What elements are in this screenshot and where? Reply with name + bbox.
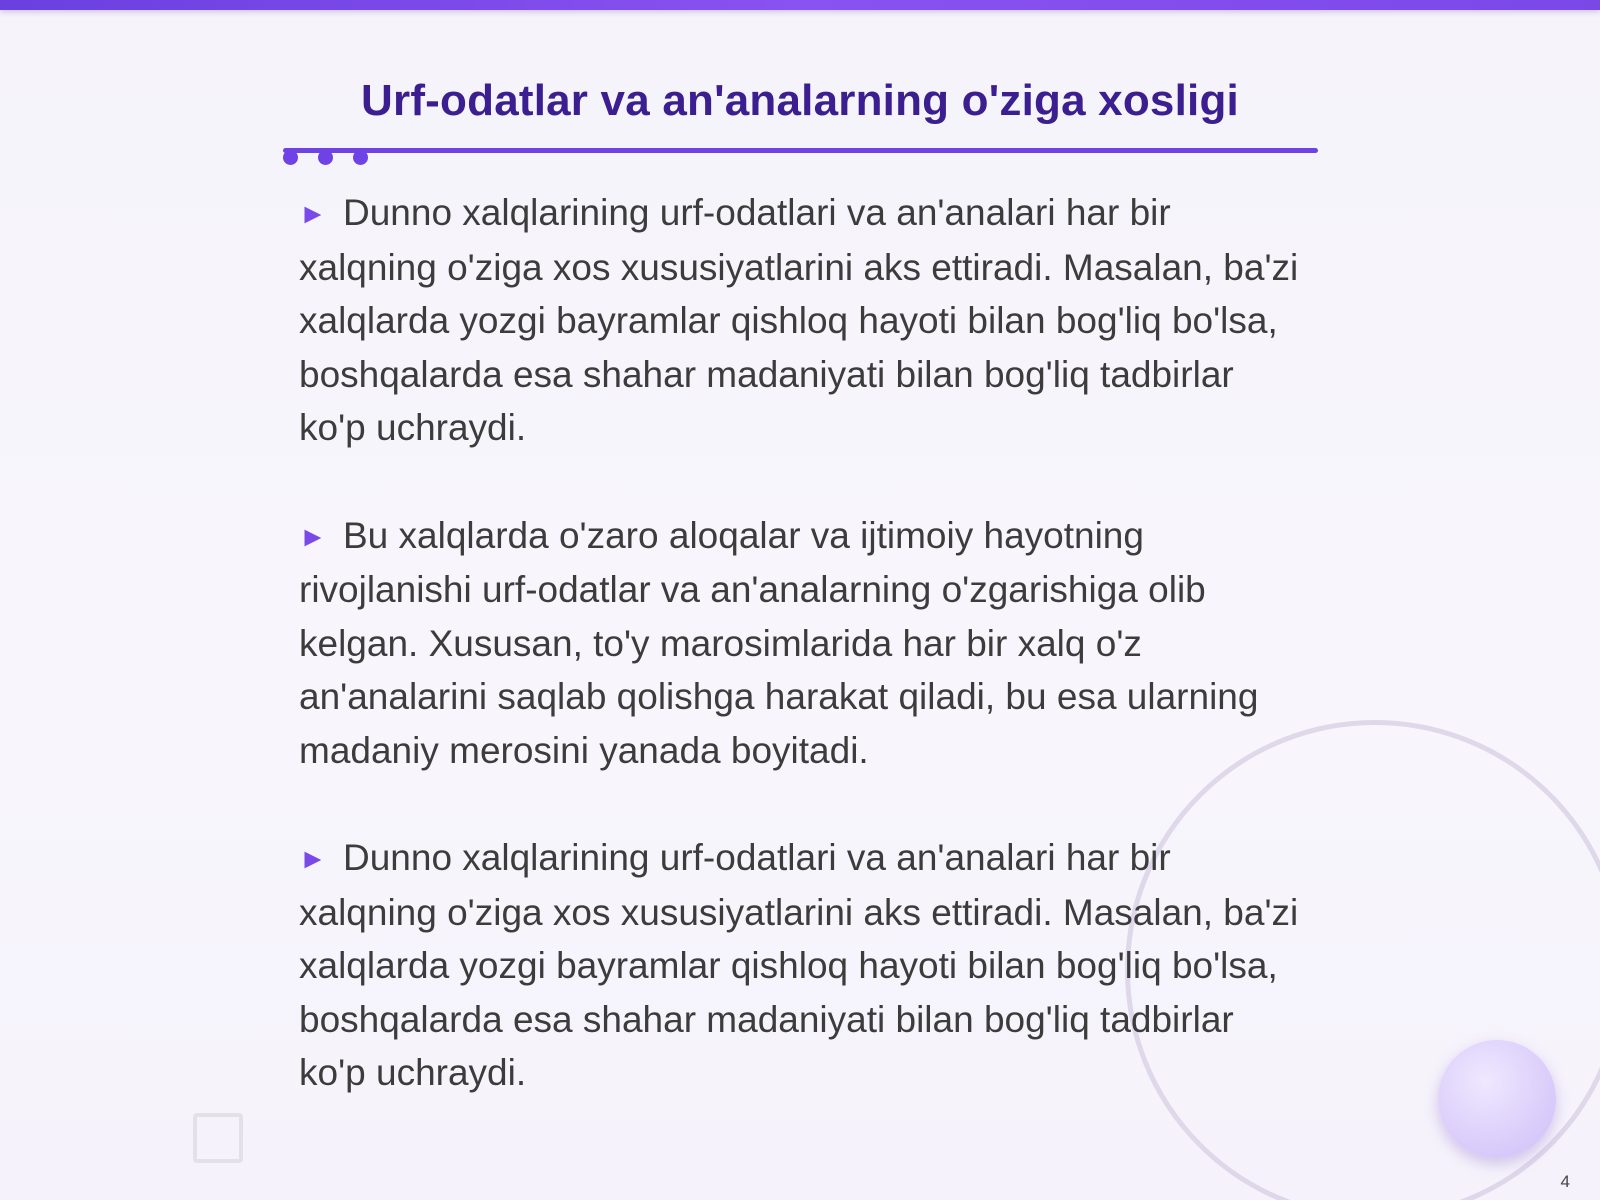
slide-title: Urf-odatlar va an'analarning o'ziga xosligi xyxy=(361,76,1239,125)
underline-dot-1 xyxy=(283,150,298,165)
bullet-arrow-icon: ► xyxy=(299,520,327,552)
bullet-item xyxy=(299,186,1309,455)
top-accent-bar xyxy=(0,0,1600,10)
decorative-circle xyxy=(1438,1040,1556,1158)
bullet-text: Bu xalqlarda o'zaro aloqalar va ijtimoiy hayotning rivojlanishi urf-odatlar va an'analarning o'zgarishiga olib kelgan. Xususan, to'y marosimlarida har bir xalq o'z an'analarini saqlab qolishga harakat qiladi, bu esa ularning madaniy merosini yanada boyitadi. xyxy=(299,514,1259,771)
bullet-arrow-icon: ► xyxy=(299,198,327,229)
bullet-list xyxy=(299,186,1309,1154)
bullet-text: Dunno xalqlarining urf-odatlari va an'analari har bir xalqning o'ziga xos xususiyatlarini aks ettiradi. Masalan, ba'zi xalqlarda yozgi bayramlar qishloq hayoti bilan bog'liq bo'lsa, boshqalarda esa shahar madaniyati bilan bog'liq tadbirlar ko'p uchraydi. xyxy=(299,837,1299,1093)
bullet-text: Dunno xalqlarining urf-odatlari va an'analari har bir xalqning o'ziga xos xususiyatlarini aks ettiradi. Masalan, ba'zi xalqlarda yozgi bayramlar qishloq hayoti bilan bog'liq bo'lsa, boshqalarda esa shahar madaniyati bilan bog'liq tadbirlar ko'p uchraydi. xyxy=(299,192,1299,448)
page-number: 4 xyxy=(1560,1172,1570,1191)
bullet-arrow-icon: ► xyxy=(299,843,327,874)
title-underline xyxy=(283,148,1318,153)
underline-dot-3 xyxy=(353,150,368,165)
underline-dot-2 xyxy=(318,150,333,165)
decorative-square xyxy=(193,1113,243,1163)
bullet-item xyxy=(299,509,1309,778)
bullet-item xyxy=(299,831,1309,1100)
